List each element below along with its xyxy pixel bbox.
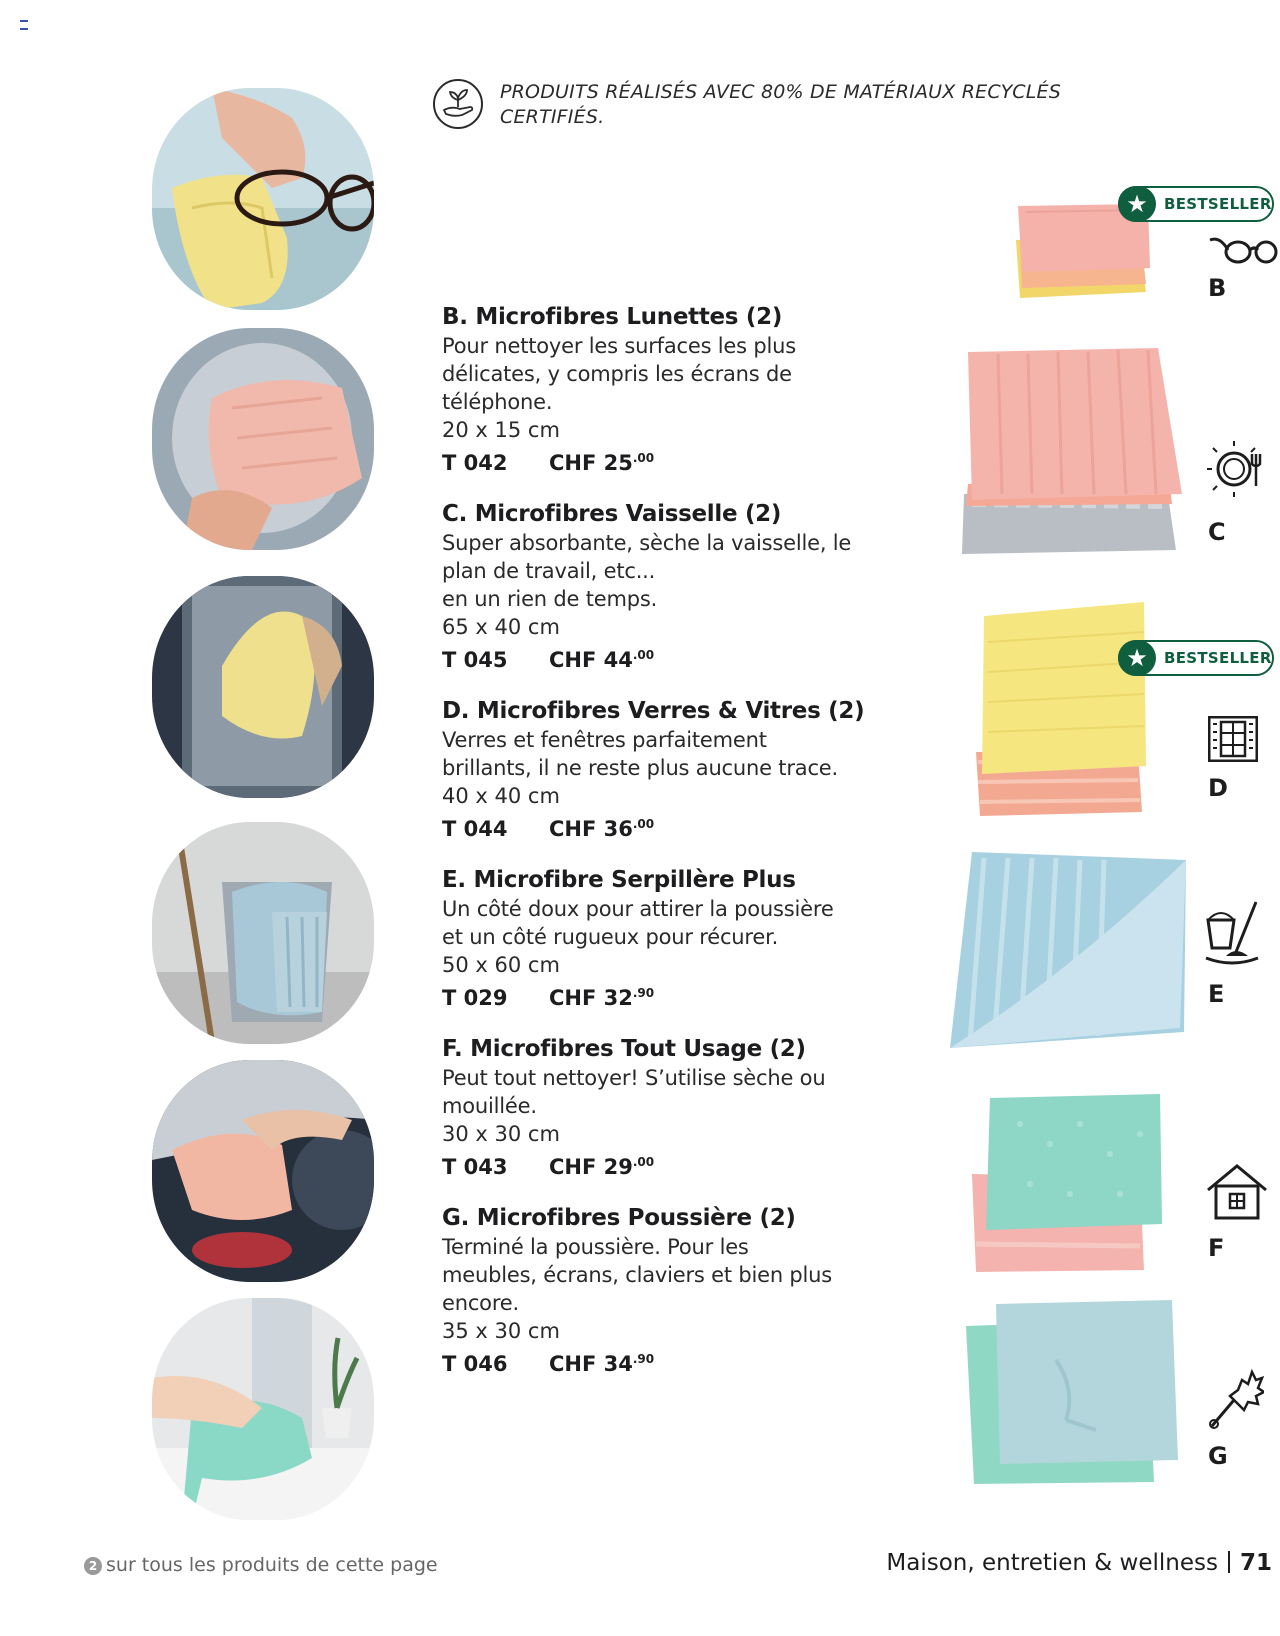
photo-bucket-cloth (152, 822, 374, 1044)
corner-mark (20, 20, 28, 30)
bestseller-label: BESTSELLER (1164, 195, 1272, 213)
photo-windowsill-cloth (152, 1298, 374, 1520)
product-price-row (442, 979, 902, 1012)
product-price-cents: .00 (632, 817, 655, 831)
product-desc-line: brillants, il ne reste plus aucune trace. (442, 756, 838, 780)
product-price-row (442, 810, 902, 843)
product-title: B. Microfibres Lunettes (2) (442, 304, 783, 330)
product-desc-line: mouillée. (442, 1094, 537, 1118)
product-title: D. Microfibres Verres & Vitres (2) (442, 698, 865, 724)
product-desc-line: Verres et fenêtres parfaitement (442, 728, 767, 752)
product-title: C. Microfibres Vaisselle (2) (442, 501, 782, 527)
photo-car-cloth (152, 1060, 374, 1282)
photo-glasses-cloth (152, 88, 374, 310)
product-price-row (442, 1148, 902, 1181)
product-e (442, 865, 902, 1012)
product-d (442, 696, 902, 843)
product-price: CHF 36 (549, 817, 633, 841)
product-title: F. Microfibres Tout Usage (2) (442, 1036, 806, 1062)
product-letter-b: B (1208, 274, 1227, 302)
product-shot-g (966, 1300, 1180, 1488)
product-desc-line: plan de travail, etc... (442, 559, 656, 583)
product-code: T 044 (442, 817, 508, 841)
product-shot-f (970, 1094, 1166, 1274)
product-size: 20 x 15 cm (442, 418, 560, 442)
product-desc-line: Pour nettoyer les surfaces les plus (442, 334, 796, 358)
footer-note-text: sur tous les produits de cette page (106, 1554, 438, 1576)
recycled-note (500, 80, 1100, 130)
product-price: CHF 29 (549, 1155, 633, 1179)
product-size: 30 x 30 cm (442, 1122, 560, 1146)
product-price: CHF 34 (549, 1352, 633, 1376)
product-letter-e: E (1208, 980, 1225, 1008)
product-desc-line: encore. (442, 1291, 519, 1315)
product-code: T 029 (442, 986, 508, 1010)
product-price-cents: .00 (632, 451, 655, 465)
footer-badge-number: 2 (84, 1557, 102, 1575)
bestseller-label: BESTSELLER (1164, 649, 1272, 667)
recycled-note-line2: CERTIFIÉS. (500, 106, 605, 128)
recycled-note-line1: PRODUITS RÉALISÉS AVEC 80% DE MATÉRIAUX RECYCLÉS (500, 81, 1061, 103)
page-number: 71 (1239, 1550, 1272, 1576)
product-letter-f: F (1208, 1234, 1225, 1262)
product-size: 40 x 40 cm (442, 784, 560, 808)
product-size: 65 x 40 cm (442, 615, 560, 639)
product-code: T 043 (442, 1155, 508, 1179)
product-price-row (442, 1345, 902, 1378)
photo-window-cloth (152, 576, 374, 798)
product-f (442, 1034, 902, 1181)
product-price-row (442, 641, 902, 674)
product-code: T 045 (442, 648, 508, 672)
product-desc-line: délicates, y compris les écrans de (442, 362, 792, 386)
star-icon: ★ (1118, 640, 1156, 676)
product-desc-line: Peut tout nettoyer! S’utilise sèche ou (442, 1066, 826, 1090)
product-price: CHF 44 (549, 648, 633, 672)
window-icon (1208, 716, 1258, 762)
product-price-row (442, 444, 902, 477)
product-shot-d (976, 602, 1156, 820)
product-desc-line: et un côté rugueux pour récurer. (442, 925, 779, 949)
product-letter-d: D (1208, 774, 1228, 802)
product-letter-c: C (1208, 518, 1226, 546)
product-desc-line: en un rien de temps. (442, 587, 658, 611)
house-icon (1206, 1164, 1268, 1220)
product-code: T 042 (442, 451, 508, 475)
product-code: T 046 (442, 1352, 508, 1376)
bestseller-badge (1118, 640, 1274, 676)
product-title: E. Microfibre Serpillère Plus (442, 867, 796, 893)
plate-cutlery-icon (1206, 440, 1266, 498)
product-c (442, 499, 902, 674)
footer-note (84, 1554, 438, 1576)
product-price-cents: .00 (632, 1155, 655, 1169)
product-letter-g: G (1208, 1442, 1228, 1470)
photo-dish-cloth (152, 328, 374, 550)
bucket-mop-icon (1204, 900, 1262, 968)
product-desc-line: Super absorbante, sèche la vaisselle, le (442, 531, 852, 555)
duster-icon (1208, 1368, 1264, 1430)
product-price-cents: .90 (632, 986, 655, 1000)
footer-separator (1228, 1551, 1230, 1573)
product-g (442, 1203, 902, 1378)
product-desc-line: Terminé la poussière. Pour les (442, 1235, 749, 1259)
footer-section-title: Maison, entretien & wellness (886, 1550, 1218, 1576)
star-icon: ★ (1118, 186, 1156, 222)
product-title: G. Microfibres Poussière (2) (442, 1205, 796, 1231)
product-price-cents: .00 (632, 648, 655, 662)
glasses-icon (1206, 232, 1278, 268)
recycle-hand-plant-icon (432, 78, 484, 130)
bestseller-badge (1118, 186, 1274, 222)
product-desc-line: Un côté doux pour attirer la poussière (442, 897, 834, 921)
product-price: CHF 32 (549, 986, 633, 1010)
product-shot-c (958, 344, 1186, 564)
product-size: 50 x 60 cm (442, 953, 560, 977)
product-size: 35 x 30 cm (442, 1319, 560, 1343)
product-price-cents: .90 (632, 1352, 655, 1366)
product-desc-line: téléphone. (442, 390, 553, 414)
footer-section (886, 1550, 1272, 1576)
product-price: CHF 25 (549, 451, 633, 475)
product-desc-line: meubles, écrans, claviers et bien plus (442, 1263, 833, 1287)
product-shot-e (950, 852, 1194, 1058)
product-b (442, 302, 902, 477)
